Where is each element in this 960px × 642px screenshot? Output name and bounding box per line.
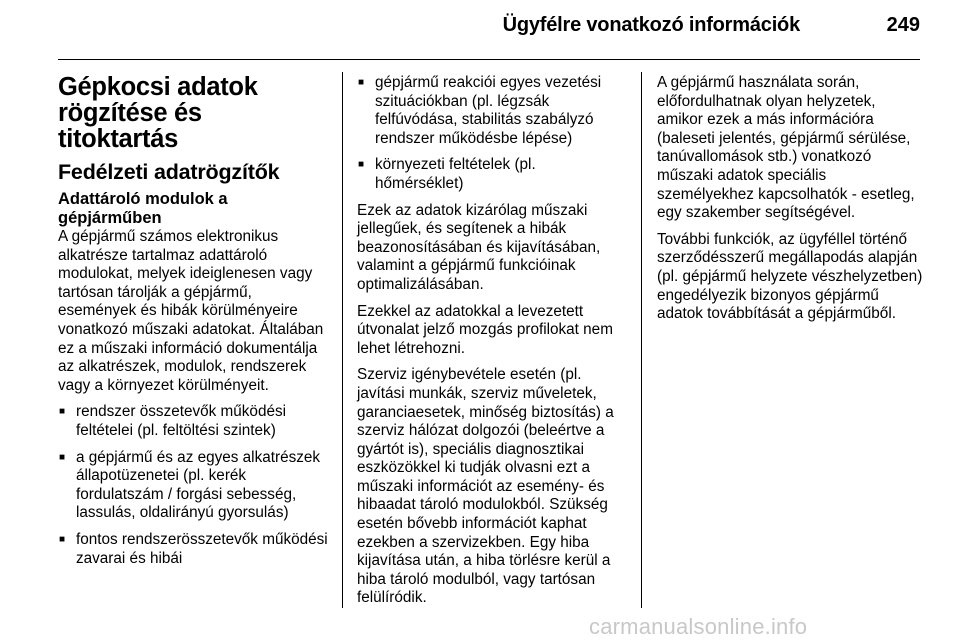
list-item: ■ környezeti feltételek (pl. hőmérséklet) [357,156,627,193]
column-divider-2 [641,72,642,608]
bullet-list [58,403,328,568]
list-item: ■ fontos rendszerösszetevők működési zavarai és hibái [58,531,328,568]
body-paragraph: További funkciók, az ügyféllel történő szerződésszerű megállapodás alapján (pl. gépjármű helyzete vészhelyzetben) engedélyezik bizonyos gépjármű adatok továbbítását a gépjárműből. [657,230,923,323]
column-divider-1 [342,72,343,608]
column-1 [58,74,328,576]
chapter-heading: Gépkocsi adatok rögzítése és titoktartás [58,73,258,153]
section-heading: Fedélzeti adatrögzítők [58,160,280,184]
body-paragraph: A gépjármű használata során, előfordulhatnak olyan helyzetek, amikor ezek a más információra (baleseti jelentés, gépjármű sérülése, tanúvallomások stb.) vonatkozó műszaki adatok speciális személyekhez kapcsolhatók - esetleg, egy szakember segítségével. [657,74,915,222]
subsection-heading: Adattároló modulok a gépjárműben [58,190,228,227]
watermark: carmanualsonline.info [589,614,808,639]
bullet-list [357,74,627,194]
header-divider [58,59,920,60]
page-number: 249 [886,14,920,36]
column-2 [357,74,627,616]
list-item: ■ rendszer összetevők működési feltételei (pl. feltöltési szintek) [58,403,328,440]
body-paragraph: A gépjármű számos elektronikus alkatrésze tartalmaz adattároló modulokat, melyek ideiglenesen vagy tartósan tárolják a gépjármű, események és hibák körülményeire vonatkozó műszaki adatokat. Általában ez a műszaki információ dokumentálja az alkatrészek, modulok, rendszerek vagy a környezet körülményeit. [58,228,324,394]
list-item: ■ gépjármű reakciói egyes vezetési szituációkban (pl. légzsák felfúvódása, stabilitás szabályzó rendszer működésbe lépése) [357,74,627,148]
column-3 [657,74,925,332]
body-paragraph: Szerviz igénybevétele esetén (pl. javítási munkák, szerviz műveletek, garanciaesetek, minőség biztosítás) a szerviz hálózat dolgozói (beleértve a gyártót is), speciális diagnosztikai eszközökkel ki tudják olvasni ezt a műszaki információt az esemény- és hibaadat tároló modulokból. Szükség esetén bővebb információt kaphat ezekben a szervizekben. Egy hiba kijavítása után, a hiba törlésre kerül a hiba tároló modulból, vagy tartósan felülíródik. [357,366,614,607]
section-title: Ügyfélre vonatkozó információk [502,14,800,36]
list-item: ■ a gépjármű és az egyes alkatrészek állapotüzenetei (pl. kerék fordulatszám / forgási sebesség, lassulás, oldalirányú gyorsulás) [58,449,328,523]
body-paragraph: Ezek az adatok kizárólag műszaki jellegűek, és segítenek a hibák beazonosításában és kijavításában, valamint a gépjármű funkcióinak optimalizálásában. [357,201,601,293]
body-paragraph: Ezekkel az adatokkal a levezetett útvonalat jelző mozgás profilokat nem lehet létrehozni. [357,302,613,357]
